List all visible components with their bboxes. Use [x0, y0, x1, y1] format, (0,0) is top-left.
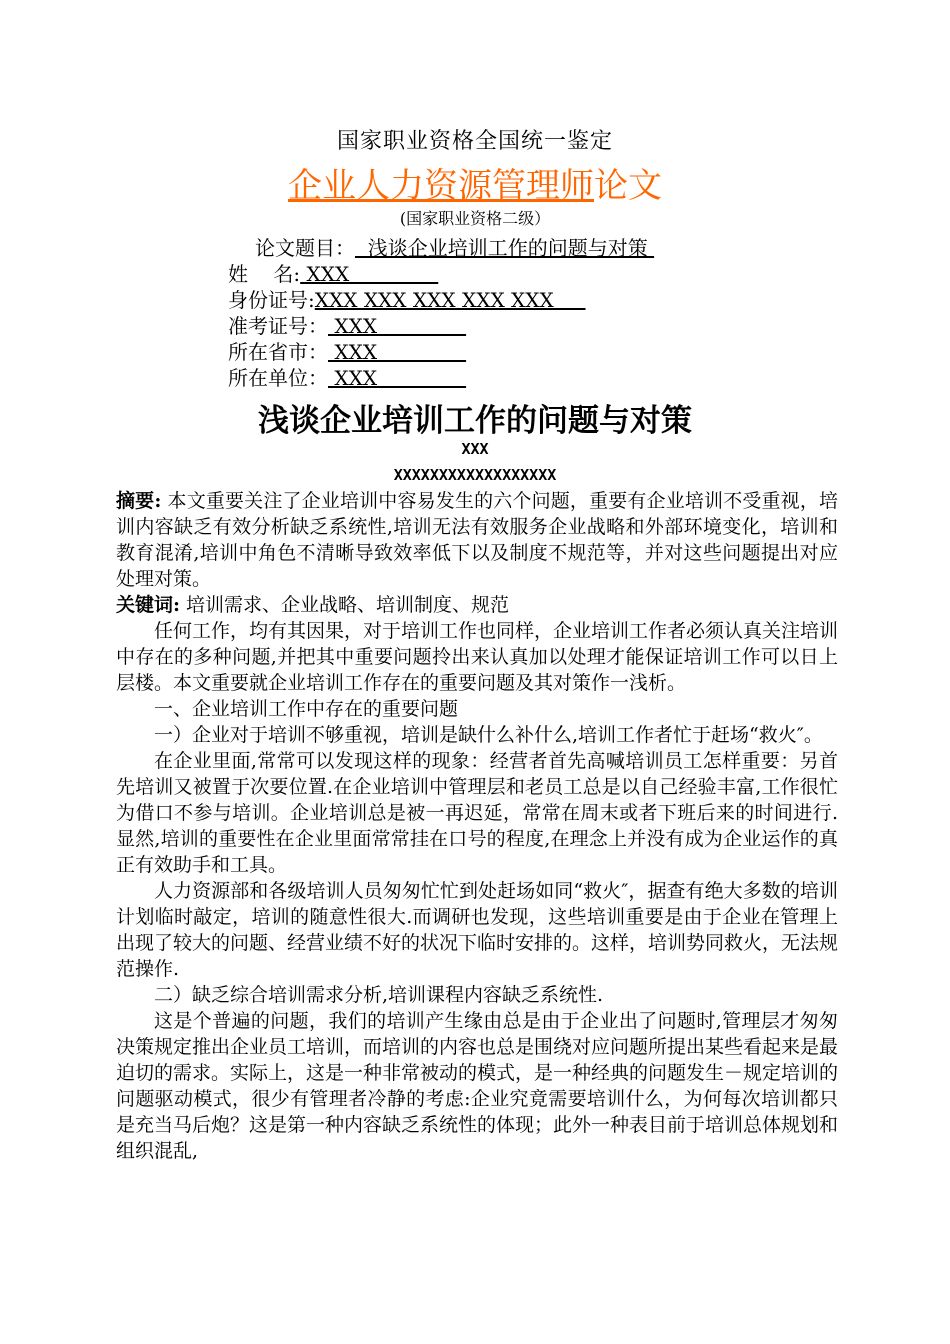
name-field — [228, 258, 496, 287]
subsection-1: 一）企业对于培训不够重视，培训是缺什么补什么,培训工作者忙于赶场“救火″。 — [154, 724, 823, 746]
id-number-label: 身份证号: — [228, 288, 315, 312]
certification-line: 国家职业资格全国统一鉴定 — [336, 129, 613, 154]
main-title — [0, 158, 950, 207]
qualification-level: (国家职业资格二级） — [399, 209, 551, 228]
topic-field — [255, 232, 654, 261]
paragraph-2: 人力资源部和各级培训人员匆匆忙忙到处赶场如同“救火″，据查有绝大多数的培训计划临时敲定，培训的随意性很大.而调研也发现，这些培训重要是由于企业在管理上出现了较大的问题、经营业绩不好的状况下临时安排的。这样，培训势同救火，无法规范操作. — [116, 880, 839, 980]
topic-value: 浅谈企业培训工作的问题与对策 — [355, 236, 655, 260]
main-title-underlined: 企业人力资源管理师 — [288, 166, 594, 206]
paragraph-intro: 任何工作，均有其因果，对于培训工作也同样，企业培训工作者必须认真关注培训中存在的多种问题,并把其中重要问题拎出来认真加以处理才能保证培训工作可以日上层楼。本文重要就企业培训工作存在的重要问题及其对策作一浅析。 — [116, 620, 839, 694]
province-label: 所在省市： — [228, 340, 328, 364]
exam-number-value: XXX — [328, 314, 467, 338]
exam-number-field — [228, 310, 524, 339]
abstract-text: 本文重要关注了企业培训中容易发生的六个问题，重要有企业培训不受重视，培训内容缺乏有效分析缺乏系统性,培训无法有效服务企业战略和外部环境变化，培训和教育混淆,培训中角色不清晰导致效率低下以及制度不规范等，并对这些问题提出对应处理对策。 — [116, 490, 839, 590]
keywords — [116, 592, 838, 618]
abstract — [116, 488, 838, 592]
id-number-field — [228, 284, 586, 313]
unit-value: XXX — [328, 366, 467, 390]
name-value: XXX — [300, 262, 439, 286]
keywords-text: 培训需求、企业战略、培训制度、规范 — [180, 594, 510, 616]
paragraph-1: 在企业里面,常常可以发现这样的现象：经营者首先高喊培训员工怎样重要：另首先培训又被置于次要位置.在企业培训中管理层和老员工总是以自己经验丰富,工作很忙为借口不参与培训。企业培训总是被一再迟延，常常在周末或者下班后来的时间进行.显然,培训的重要性在企业里面常常挂在口号的程度,在理念上并没有成为企业运作的真正有效助手和工具。 — [116, 750, 838, 876]
id-number-value: XXX XXX XXX XXX XXX — [314, 288, 586, 312]
main-title-suffix: 论文 — [594, 166, 662, 206]
paper-title: 浅谈企业培训工作的问题与对策 — [258, 403, 692, 439]
province-field — [228, 336, 524, 365]
paragraph-3: 这是个普遍的问题，我们的培训产生缘由总是由于企业出了问题时,管理层才匆匆决策规定推出企业员工培训，而培训的内容也总是围绕对应问题所提出某些看起来是最迫切的需求。实际上，这是一种非常被动的模式，是一种经典的问题发生－规定培训的问题驱动模式，很少有管理者冷静的考虑:企业究竟需要培训什么，为何每次培训都只是充当马后炮？这是第一种内容缺乏系统性的体现；此外一种表目前于培训总体规划和组织混乱, — [116, 1010, 839, 1162]
section-heading-1: 一、企业培训工作中存在的重要问题 — [154, 698, 459, 720]
paper-author: XXX — [461, 440, 489, 458]
paper-body — [116, 488, 838, 1164]
name-label: 姓 名: — [228, 262, 301, 286]
abstract-label: 摘要: — [116, 490, 162, 512]
unit-label: 所在单位： — [228, 366, 328, 390]
paper-affiliation: XXXXXXXXXXXXXXXXXX — [393, 466, 557, 484]
subsection-2: 二）缺乏综合培训需求分析,培训课程内容缺乏系统性. — [154, 984, 604, 1006]
keywords-label: 关键词: — [116, 594, 181, 616]
province-value: XXX — [328, 340, 467, 364]
unit-field — [228, 362, 524, 391]
topic-label: 论文题目： — [255, 236, 355, 260]
exam-number-label: 准考证号： — [228, 314, 328, 338]
